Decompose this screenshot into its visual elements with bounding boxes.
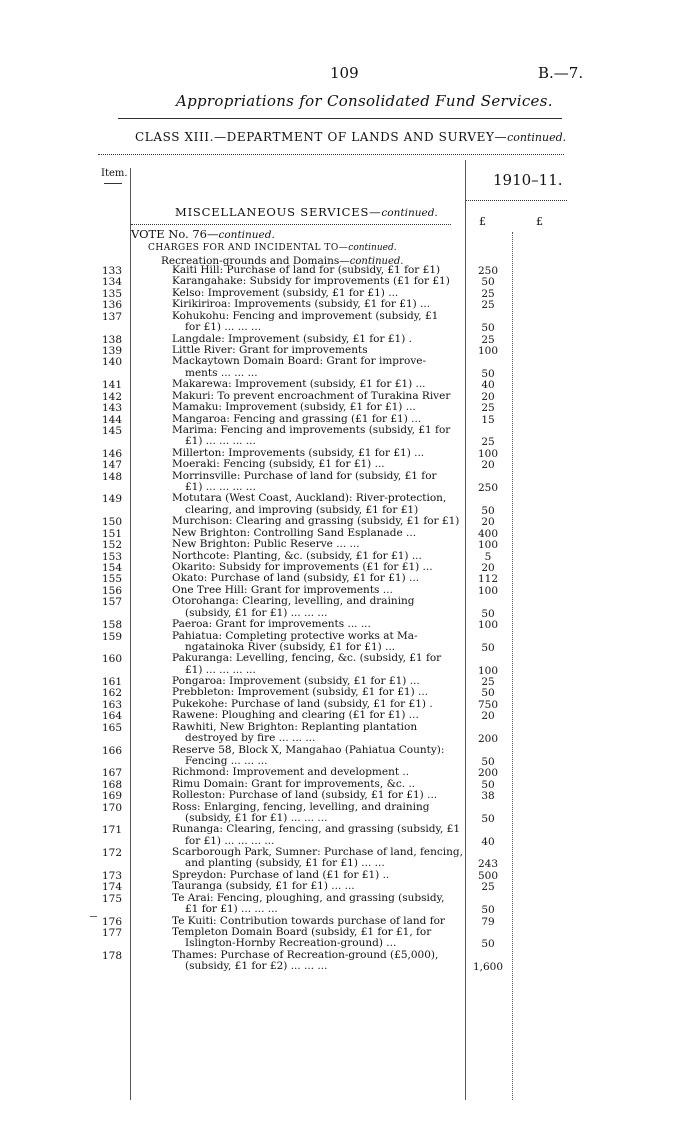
item-amount: 100 [477, 539, 499, 552]
item-number: 158 [101, 619, 123, 632]
item-description-line: Karangahake: Subsidy for improvements (£1 for £1) [172, 275, 450, 288]
item-number: 137 [101, 310, 123, 323]
item-number: 178 [101, 949, 123, 962]
item-amount: 50 [481, 687, 495, 700]
item-amount: 20 [481, 390, 495, 403]
item-description [172, 802, 462, 825]
item-amount: 100 [477, 345, 499, 357]
item-description [172, 950, 462, 973]
item-description [172, 299, 462, 310]
item-number: 141 [101, 379, 123, 392]
item-number: 157 [101, 596, 123, 609]
item-description [172, 745, 462, 768]
item-description [172, 881, 462, 892]
item-description-line: £1 for £1) ... ... ... [185, 903, 278, 916]
item-number: 165 [101, 721, 123, 734]
item-amount: 25 [481, 436, 495, 449]
item-number: 169 [101, 790, 123, 803]
item-description-line: Rawene: Ploughing and clearing (£1 for £1) ... [172, 709, 419, 722]
item-description-line: (subsidy, £1 for £1) ... ... ... [185, 811, 328, 824]
item-amount: 25 [481, 299, 495, 312]
item-description-line: Moeraki: Fencing (subsidy, £1 for £1) ... [172, 458, 385, 471]
item-description-line: destroyed by fire ... ... ... [185, 732, 316, 745]
item-description-line: Prebbleton: Improvement (subsidy, £1 for £1) ... [172, 686, 429, 699]
item-amount: 500 [477, 869, 499, 882]
item-amount: 243 [477, 858, 499, 871]
item-description-line: Pahiatua: Completing protective works at Ma- [172, 629, 418, 642]
item-number: 163 [101, 698, 123, 711]
item-amount: 100 [477, 664, 499, 677]
item-description [172, 722, 462, 745]
item-description-line: New Brighton: Controlling Sand Esplanade ... [172, 526, 417, 539]
misc-title-cont: continued. [381, 207, 438, 219]
item-number: 156 [101, 584, 123, 597]
year-header-rule [465, 200, 567, 201]
item-number: 147 [101, 459, 123, 472]
item-description-line: (subsidy, £1 for £1) ... ... ... [185, 606, 328, 619]
vote-text: VOTE No. 76— [131, 227, 219, 241]
item-amount: 112 [477, 573, 499, 586]
item-description-line: Islington-Hornby Recreation-ground) ... [185, 937, 397, 950]
item-amount: 50 [481, 938, 495, 951]
item-amount: 25 [481, 287, 495, 300]
item-description [172, 631, 462, 654]
item-amount: 1,600 [472, 961, 504, 974]
item-description-line: Morrinsville: Purchase of land for (subsidy, £1 for [172, 469, 437, 482]
item-number: 173 [101, 869, 123, 882]
item-number: 174 [101, 881, 123, 894]
item-amount: 50 [481, 812, 495, 825]
item-description-line: £1) ... ... ... ... [185, 663, 256, 676]
item-description-line: Runanga: Clearing, fencing, and grassing (subsidy, £1 [172, 823, 461, 836]
item-amount: 50 [481, 322, 495, 335]
item-description-line: Motutara (West Coast, Auckland): River-protection, [172, 492, 447, 505]
item-number: 175 [101, 892, 123, 905]
class-title [135, 130, 566, 144]
item-description-line: Kaiti Hill: Purchase of land for (subsidy, £1 for £1) [172, 264, 441, 276]
item-number: 144 [101, 413, 123, 426]
item-description-line: Pakuranga: Levelling, fencing, &c. (subsidy, £1 for [172, 652, 442, 665]
item-description-line: Templeton Domain Board (subsidy, £1 for £1, for [172, 926, 432, 938]
item-number: 153 [101, 550, 123, 563]
item-description-line: Tauranga (subsidy, £1 for £1) ... ... [172, 880, 355, 893]
item-amount: 25 [481, 402, 495, 415]
item-description [172, 311, 462, 334]
item-amount: 250 [477, 481, 499, 494]
item-description-line: Fencing ... ... ... [185, 754, 268, 767]
item-description [172, 402, 462, 413]
vote-heading [131, 227, 275, 241]
charges-cont: continued. [348, 243, 397, 253]
item-number: 134 [101, 276, 123, 289]
item-description-line: Makarewa: Improvement (subsidy, £1 for £1) ... [172, 378, 426, 391]
item-amount: 50 [481, 276, 495, 289]
item-description [172, 653, 462, 676]
item-description-line: Ross: Enlarging, fencing, levelling, and draining [172, 800, 430, 813]
item-description [172, 824, 462, 847]
item-description [172, 379, 462, 390]
vote-cont: continued. [218, 229, 275, 241]
item-description-line: Kelso: Improvement (subsidy, £1 for £1) ... [172, 286, 399, 299]
item-number: 145 [101, 425, 123, 437]
item-amount: 750 [477, 698, 499, 711]
item-amount: 38 [481, 790, 495, 803]
item-number: 142 [101, 390, 123, 403]
item-description-line: clearing, and improving (subsidy, £1 for £1) [185, 503, 419, 516]
item-number: 140 [101, 356, 123, 369]
item-number: 167 [101, 767, 123, 780]
item-number: 151 [101, 527, 123, 540]
item-amount: 20 [481, 459, 495, 472]
item-amount: 25 [481, 881, 495, 894]
item-amount: 250 [477, 265, 499, 277]
item-description-line: Thames: Purchase of Recreation-ground (£5,000), [172, 948, 439, 961]
item-description [172, 516, 462, 527]
item-amount: 40 [481, 835, 495, 848]
item-number: 139 [101, 345, 123, 357]
item-description-line: Mangaroa: Fencing and grassing (£1 for £1) ... [172, 412, 422, 425]
item-description-line: £1) ... ... ... ... [185, 480, 256, 493]
item-description-line: and planting (subsidy, £1 for £1) ... ... [185, 857, 385, 870]
item-description [172, 573, 462, 584]
item-amount: 50 [481, 755, 495, 768]
item-description-line: Richmond: Improvement and development .. [172, 766, 410, 779]
item-description [172, 596, 462, 619]
item-description-line: ments ... ... ... [185, 366, 258, 379]
item-amount: 400 [477, 527, 499, 540]
item-description [172, 493, 462, 516]
item-description-line: Kohukohu: Fencing and improvement (subsidy, £1 [172, 309, 439, 322]
item-description-line: Okarito: Subsidy for improvements (£1 for £1) ... [172, 560, 433, 573]
appropriations-title: Appropriations for Consolidated Fund Services. [176, 92, 553, 110]
item-number: 166 [101, 744, 123, 757]
pound-sign-left: £ [479, 215, 486, 228]
item-number: 162 [101, 687, 123, 700]
item-description-line: ngatainoka River (subsidy, £1 for £1) ... [185, 640, 396, 653]
item-number: 170 [101, 801, 123, 814]
item-description-line: Millerton: Improvements (subsidy, £1 for £1) ... [172, 446, 425, 459]
item-description-line: One Tree Hill: Grant for improvements ... [172, 583, 393, 596]
item-description-line: Paeroa: Grant for improvements ... ... [172, 618, 371, 631]
item-description-line: Spreydon: Purchase of land (£1 for £1) .. [172, 868, 390, 881]
item-description [172, 847, 462, 870]
item-description-line: Reserve 58, Block X, Mangahao (Pahiatua County): [172, 743, 445, 756]
item-number: 176 [101, 915, 123, 928]
item-amount: 200 [477, 767, 499, 780]
item-description [172, 767, 462, 778]
item-number: 172 [101, 847, 123, 860]
class-title-text: CLASS XIII.—DEPARTMENT OF LANDS AND SURVEY— [135, 130, 508, 144]
item-amount: 25 [481, 676, 495, 688]
item-number: 148 [101, 470, 123, 483]
item-amount: 5 [484, 550, 492, 563]
pound-sign-right: £ [536, 215, 543, 228]
class-rule [98, 154, 564, 155]
item-description [172, 425, 462, 448]
item-description [172, 710, 462, 721]
item-number: 133 [101, 265, 123, 277]
item-number: 135 [101, 287, 123, 300]
margin-mark [90, 916, 97, 917]
item-description-line: Mackaytown Domain Board: Grant for improve- [172, 355, 427, 368]
item-number: 154 [101, 561, 123, 574]
item-header-underline [104, 183, 122, 184]
item-description-line: Murchison: Clearing and grassing (subsidy, £1 for £1) [172, 515, 460, 528]
item-amount: 50 [481, 778, 495, 791]
item-column-divider [130, 168, 131, 1100]
item-description [172, 459, 462, 470]
item-number: 155 [101, 573, 123, 586]
item-description-line: Okato: Purchase of land (subsidy, £1 for £1) ... [172, 572, 420, 585]
misc-services-heading [175, 205, 438, 219]
item-amount: 20 [481, 710, 495, 723]
item-description-line: Makuri: To prevent encroachment of Turakina River [172, 389, 451, 402]
item-description-line: Otorohanga: Clearing, levelling, and draining [172, 595, 415, 608]
item-description [172, 927, 462, 950]
item-amount: 20 [481, 516, 495, 529]
charges-heading [148, 243, 397, 253]
top-rule [118, 118, 562, 119]
item-description-line: Scarborough Park, Sumner: Purchase of land, fencing, [172, 846, 463, 859]
item-amount: 50 [481, 904, 495, 917]
item-amount: 100 [477, 619, 499, 632]
document-reference: B.—7. [538, 64, 584, 82]
item-number: 138 [101, 333, 123, 346]
charges-text: CHARGES FOR AND INCIDENTAL TO— [148, 243, 349, 253]
item-amount: 20 [481, 561, 495, 574]
item-number: 150 [101, 516, 123, 529]
item-description-line: Pukekohe: Purchase of land (subsidy, £1 for £1) . [172, 697, 433, 710]
item-amount: 25 [481, 333, 495, 346]
recreation-text: Recreation-grounds and Domains— [161, 255, 350, 267]
item-amount: 79 [481, 915, 495, 928]
item-description-line: Little River: Grant for improvements [172, 344, 368, 356]
item-amount: 50 [481, 504, 495, 517]
item-amount: 100 [477, 447, 499, 460]
item-amount: 50 [481, 367, 495, 380]
item-description-line: Northcote: Planting, &c. (subsidy, £1 for £1) ... [172, 549, 422, 562]
item-description-line: £1) ... ... ... ... [185, 435, 256, 448]
item-number: 171 [101, 824, 123, 837]
item-description-line: for £1) ... ... ... ... [185, 834, 275, 847]
item-description-line: (subsidy, £1 for £2) ... ... ... [185, 960, 328, 973]
item-number: 143 [101, 402, 123, 415]
item-number: 177 [101, 927, 123, 939]
item-description-line: for £1) ... ... ... [185, 321, 262, 334]
item-description-line: Rolleston: Purchase of land (subsidy, £1 for £1) ... [172, 789, 438, 802]
item-description [172, 790, 462, 801]
item-description [172, 893, 462, 916]
item-amount: 200 [477, 733, 499, 746]
item-description [172, 356, 462, 379]
item-number: 161 [101, 676, 123, 688]
item-amount: 50 [481, 641, 495, 654]
item-description-line: Te Arai: Fencing, ploughing, and grassing (subsidy, [172, 891, 445, 904]
misc-rule [131, 224, 451, 225]
item-number: 152 [101, 539, 123, 552]
item-number: 149 [101, 493, 123, 506]
class-title-cont: continued. [507, 131, 567, 144]
year-column-header: 1910–11. [493, 171, 563, 189]
item-description-line: New Brighton: Public Reserve ... ... [172, 538, 360, 551]
page-number: 109 [330, 64, 359, 82]
item-description-line: Rawhiti, New Brighton: Replanting plantation [172, 720, 418, 733]
item-description-line: Rimu Domain: Grant for improvements, &c. .. [172, 777, 416, 790]
item-number: 146 [101, 447, 123, 460]
item-description-line: Pongaroa: Improvement (subsidy, £1 for £1) ... [172, 675, 420, 687]
item-description [172, 539, 462, 550]
item-number: 168 [101, 778, 123, 791]
amount-column-divider [512, 232, 513, 1100]
item-number: 164 [101, 710, 123, 723]
item-description [172, 471, 462, 494]
item-number: 159 [101, 630, 123, 643]
item-description-line: Te Kuiti: Contribution towards purchase of land for [172, 914, 445, 927]
item-description [172, 619, 462, 630]
item-number: 160 [101, 653, 123, 666]
item-number: 136 [101, 299, 123, 312]
item-amount: 50 [481, 607, 495, 620]
item-description-line: Mamaku: Improvement (subsidy, £1 for £1) ... [172, 401, 416, 414]
misc-title: MISCELLANEOUS SERVICES— [175, 205, 382, 219]
item-amount: 15 [481, 413, 495, 426]
item-description-line: Marima: Fencing and improvements (subsidy, £1 for [172, 424, 451, 436]
recreation-cont: continued. [349, 256, 404, 267]
item-description-line: Langdale: Improvement (subsidy, £1 for £1) . [172, 332, 412, 345]
item-amount: 40 [481, 379, 495, 392]
item-description-line: Kirikiriroa: Improvements (subsidy, £1 for £1) ... [172, 298, 431, 311]
item-column-header: Item. [101, 168, 128, 179]
item-amount: 100 [477, 584, 499, 597]
